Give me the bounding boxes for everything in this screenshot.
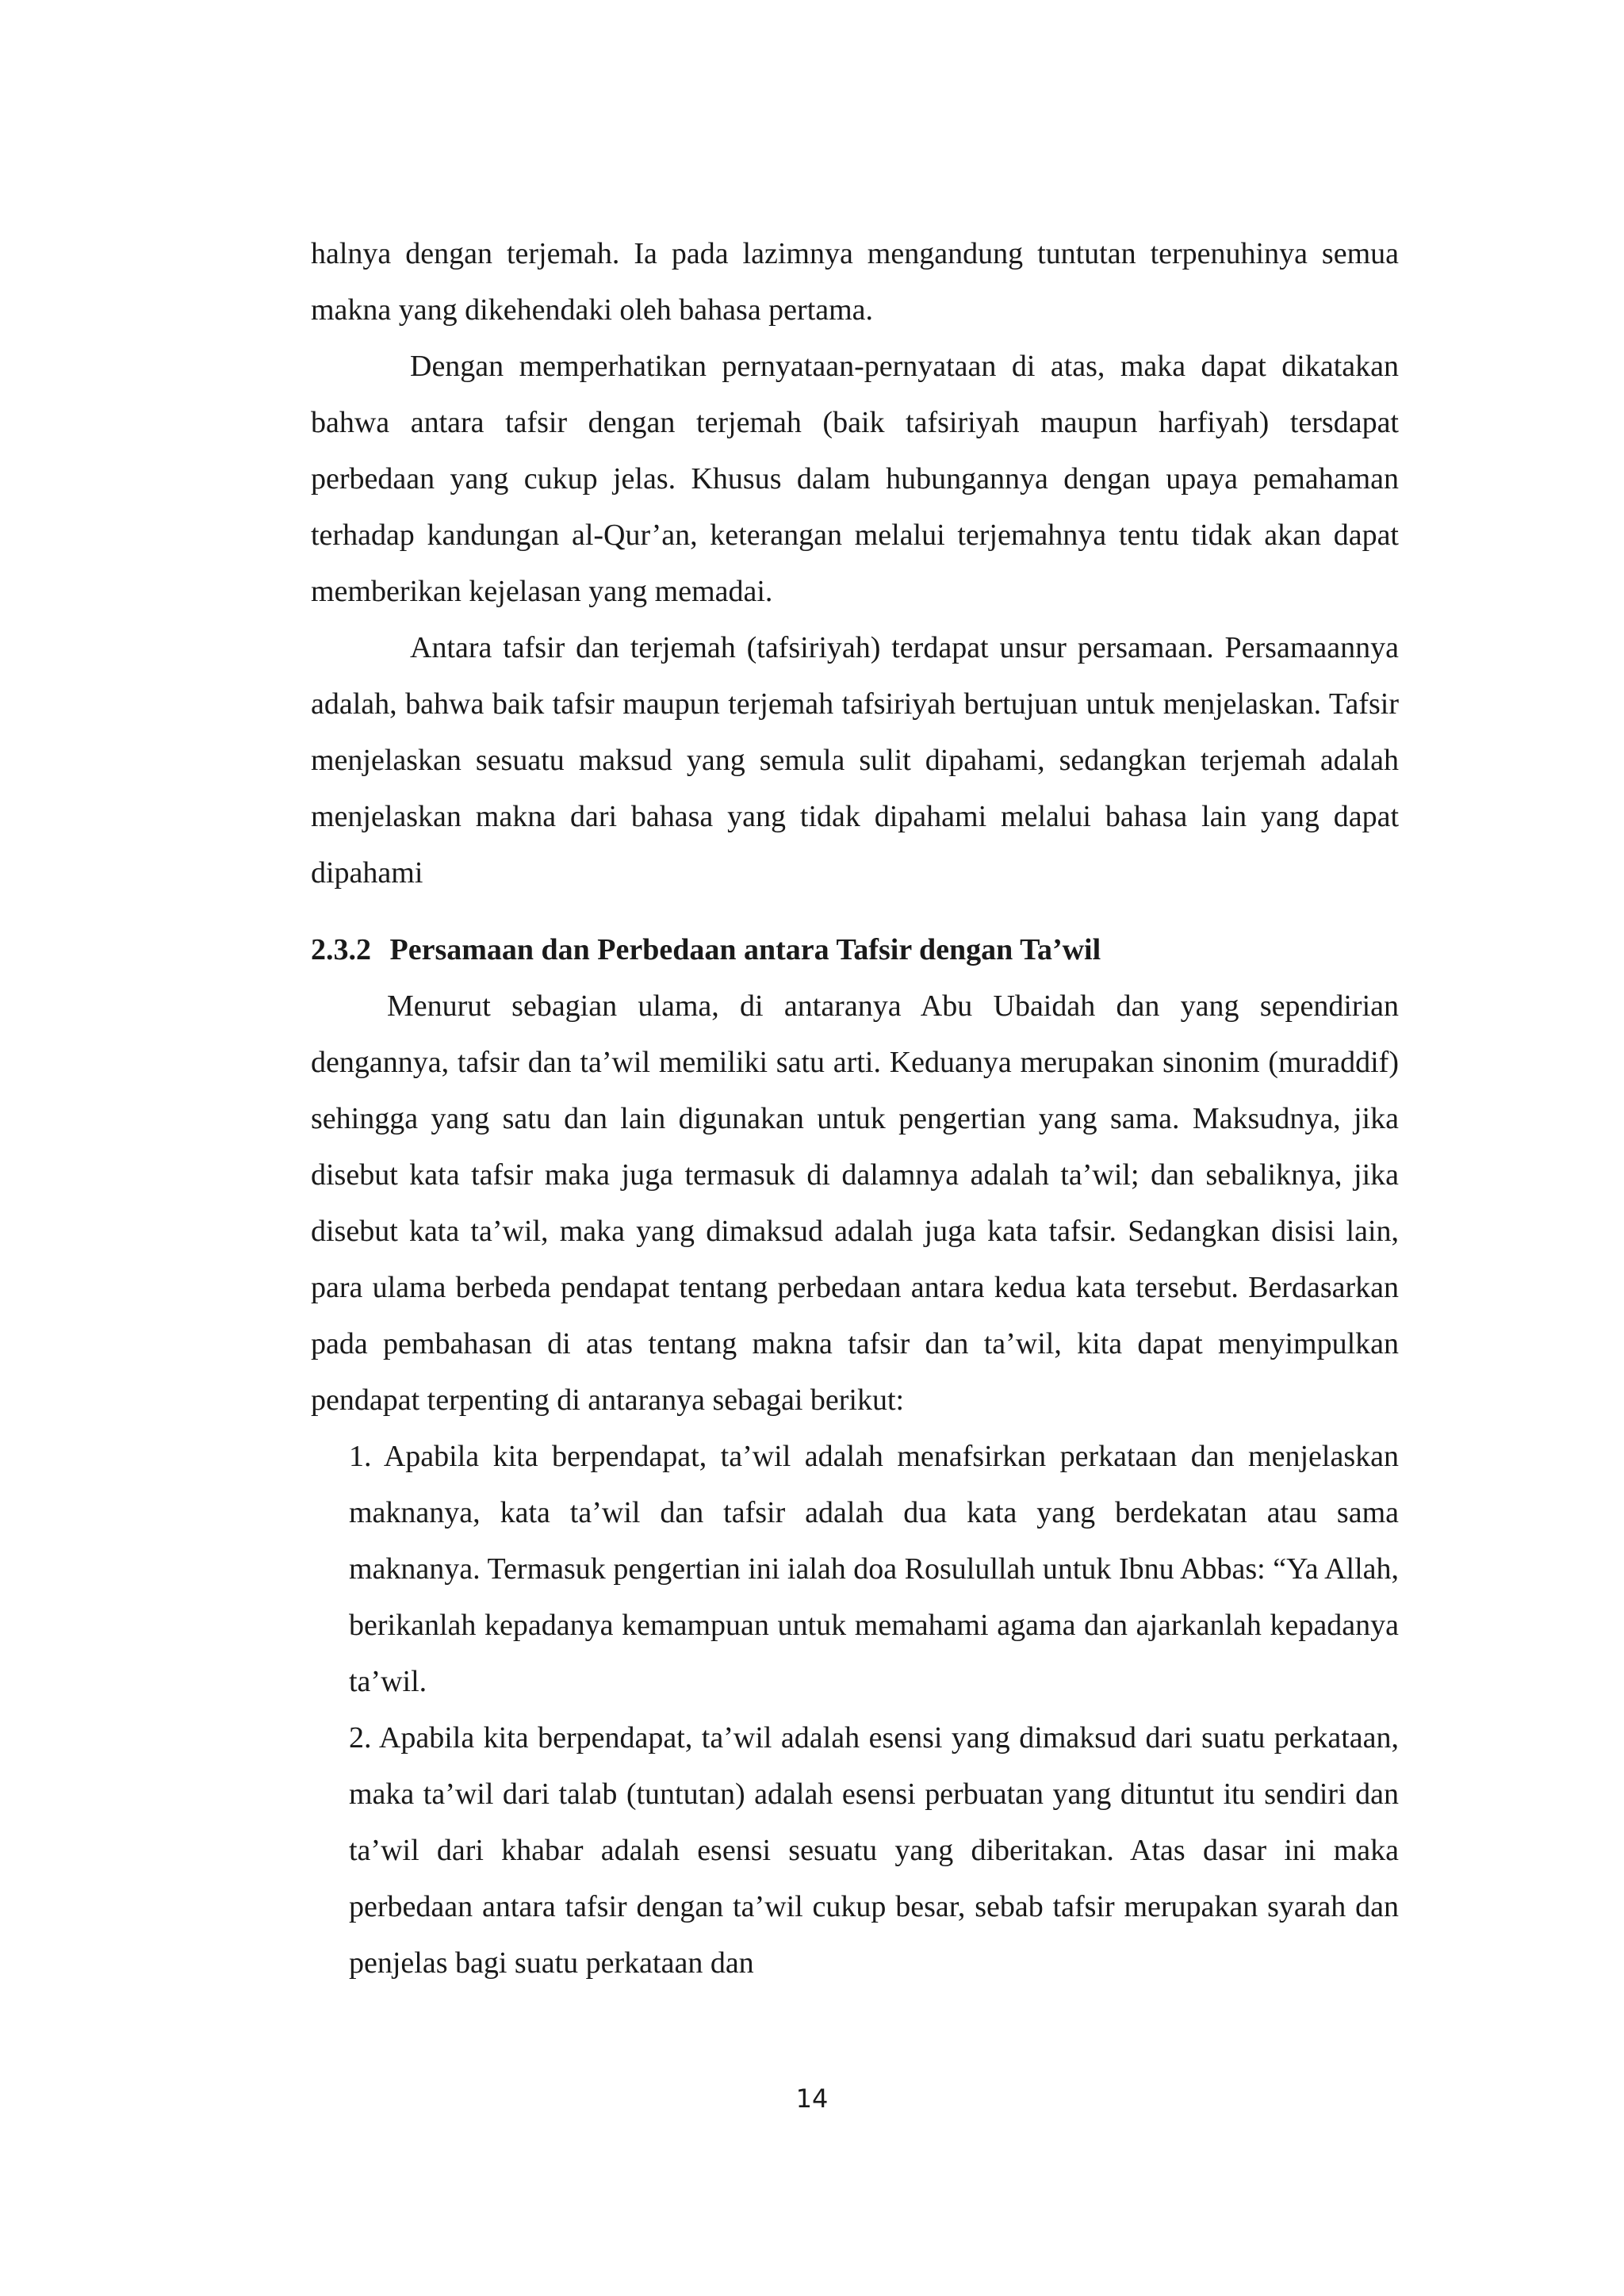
paragraph-continuation: halnya dengan terjemah. Ia pada lazimnya mengandung tuntutan terpenuhinya semua makna yang dikehendaki oleh bahasa pertama. — [311, 237, 1399, 327]
numbered-list — [311, 1429, 1399, 1992]
list-item: 2. Apabila kita berpendapat, ta’wil adalah esensi yang dimaksud dari suatu perkataan, maka ta’wil dari talab (tuntutan) adalah esensi perbuatan yang dituntut itu sendiri dan ta’wil dari khabar adalah esensi sesuatu yang diberitakan. Atas dasar ini maka perbedaan antara tafsir dengan ta’wil cukup besar, sebab tafsir merupakan syarah dan penjelas bagi suatu perkataan dan — [349, 1721, 1399, 1980]
section-intro-paragraph: Menurut sebagian ulama, di antaranya Abu Ubaidah dan yang sependirian dengannya, tafsir dan ta’wil memiliki satu arti. Keduanya merupakan sinonim (muraddif) sehingga yang satu dan lain digunakan untuk pengertian yang sama. Maksudnya, jika disebut kata tafsir maka juga termasuk di dalamnya adalah ta’wil; dan sebaliknya, jika disebut kata ta’wil, maka yang dimaksud adalah juga kata tafsir. Sedangkan disisi lain, para ulama berbeda pendapat tentang perbedaan antara kedua kata tersebut. Berdasarkan pada pembahasan di atas tentang makna tafsir dan ta’wil, kita dapat menyimpulkan pendapat terpenting di antaranya sebagai berikut: — [311, 989, 1399, 1417]
section-number: 2.3.2 — [311, 933, 371, 966]
section-heading — [311, 922, 1399, 978]
paragraph-persamaan: Antara tafsir dan terjemah (tafsiriyah) terdapat unsur persamaan. Persamaannya adalah, bahwa baik tafsir maupun terjemah tafsiriyah bertujuan untuk menjelaskan. Tafsir menjelaskan sesuatu maksud yang semula sulit dipahami, sedangkan terjemah adalah menjelaskan makna dari bahasa yang tidak dipahami melalui bahasa lain yang dapat dipahami — [311, 631, 1399, 890]
list-item: 1. Apabila kita berpendapat, ta’wil adalah menafsirkan perkataan dan menjelaskan maknanya, kata ta’wil dan tafsir adalah dua kata yang berdekatan atau sama maknanya. Termasuk pengertian ini ialah doa Rosulullah untuk Ibnu Abbas: “Ya Allah, berikanlah kepadanya kemampuan untuk memahami agama dan ajarkanlah kepadanya ta’wil. — [349, 1440, 1399, 1698]
document-page-body — [311, 226, 1399, 1992]
section-title: Persamaan dan Perbedaan antara Tafsir dengan Ta’wil — [389, 933, 1101, 966]
page-number: 14 — [795, 2084, 829, 2114]
paragraph-tafsir-vs-terjemah: Dengan memperhatikan pernyataan-pernyataan di atas, maka dapat dikatakan bahwa antara tafsir dengan terjemah (baik tafsiriyah maupun harfiyah) tersdapat perbedaan yang cukup jelas. Khusus dalam hubungannya dengan upaya pemahaman terhadap kandungan al-Qur’an, keterangan melalui terjemahnya tentu tidak akan dapat memberikan kejelasan yang memadai. — [311, 350, 1399, 608]
